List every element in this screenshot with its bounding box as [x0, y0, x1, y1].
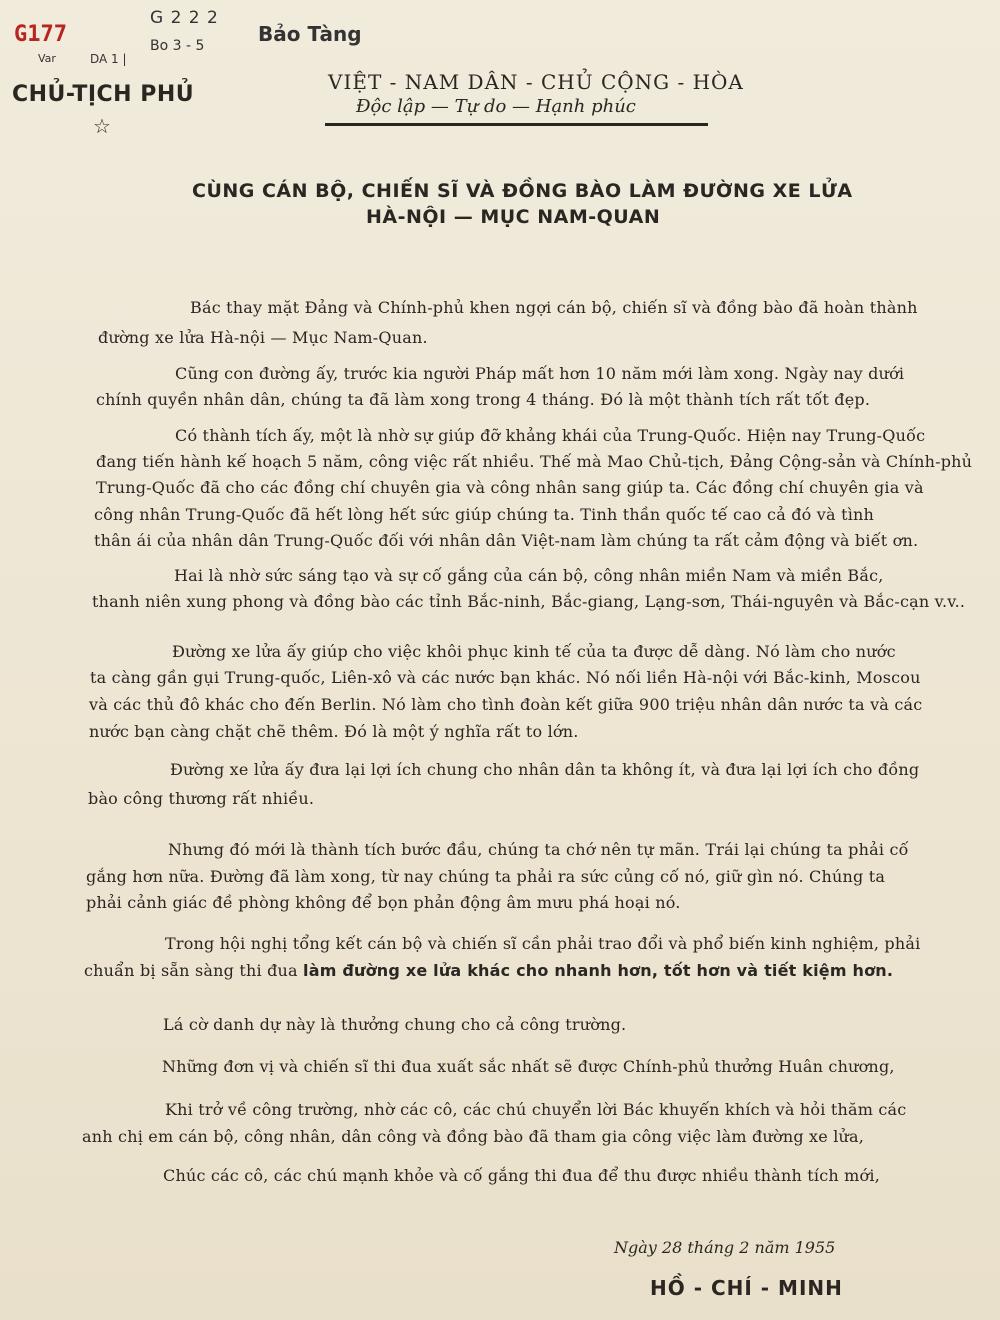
body-line: Khi trở về công trường, nhờ các cô, các chú chuyển lời Bác khuyến khích và hỏi thăm các — [165, 1100, 907, 1119]
handwritten-note: DA 1 | — [90, 52, 127, 66]
handwritten-note: Bảo Tàng — [258, 22, 362, 46]
body-line: Hai là nhờ sức sáng tạo và sự cố gắng của cán bộ, công nhân miền Nam và miền Bắc, — [174, 566, 884, 585]
body-line: đang tiến hành kế hoạch 5 năm, công việc rất nhiều. Thế mà Mao Chủ-tịch, Đảng Cộng-sản và Chính-phủ — [96, 452, 973, 471]
letter-title: HÀ-NỘI — MỤC NAM-QUAN — [366, 206, 661, 228]
body-line: thân ái của nhân dân Trung-Quốc đối với nhân dân Việt-nam làm chúng ta rất cảm động và biết ơn. — [94, 531, 919, 550]
body-line: đường xe lửa Hà-nội — Mục Nam-Quan. — [98, 328, 428, 347]
body-line — [84, 961, 893, 980]
letter-date: Ngày 28 tháng 2 năm 1955 — [614, 1238, 836, 1257]
signature-name: HỒ - CHÍ - MINH — [650, 1276, 843, 1300]
body-line: nước bạn càng chặt chẽ thêm. Đó là một ý nghĩa rất to lớn. — [89, 722, 579, 741]
body-line: ta càng gần gụi Trung-quốc, Liên-xô và các nước bạn khác. Nó nối liền Hà-nội với Bắc-kinh, Moscou — [90, 668, 921, 687]
header-divider — [325, 123, 708, 126]
body-line: chính quyền nhân dân, chúng ta đã làm xong trong 4 tháng. Đó là một thành tích rất tốt đẹp. — [96, 390, 871, 409]
letter-title: CÙNG CÁN BỘ, CHIẾN SĨ VÀ ĐỒNG BÀO LÀM ĐƯỜNG XE LỬA — [192, 180, 853, 202]
handwritten-note: G 2 2 2 — [150, 8, 219, 28]
issuing-office: CHỦ-TỊCH PHỦ — [12, 82, 195, 107]
body-line: Lá cờ danh dự này là thưởng chung cho cả công trường. — [163, 1015, 627, 1034]
body-line: Nhưng đó mới là thành tích bước đầu, chúng ta chớ nên tự mãn. Trái lại chúng ta phải cố — [168, 840, 909, 859]
body-line: thanh niên xung phong và đồng bào các tỉnh Bắc-ninh, Bắc-giang, Lạng-sơn, Thái-nguyên và Bắc-cạn v.v.. — [92, 592, 966, 611]
body-line: công nhân Trung-Quốc đã hết lòng hết sức giúp chúng ta. Tinh thần quốc tế cao cả đó và tình — [94, 505, 875, 524]
body-line: Đường xe lửa ấy đưa lại lợi ích chung cho nhân dân ta không ít, và đưa lại lợi ích cho đồng — [170, 760, 920, 779]
star-icon: ☆ — [93, 114, 111, 138]
handwritten-note: Var — [38, 52, 56, 65]
handwritten-note: Bo 3 - 5 — [150, 38, 205, 54]
archive-code-red: G177 — [14, 22, 67, 47]
body-line: phải cảnh giác đề phòng không để bọn phản động âm mưu phá hoại nó. — [86, 893, 681, 912]
nation-name: VIỆT - NAM DÂN - CHỦ CỘNG - HÒA — [328, 70, 744, 94]
body-line: Có thành tích ấy, một là nhờ sự giúp đỡ khảng khái của Trung-Quốc. Hiện nay Trung-Quốc — [175, 426, 926, 445]
body-line: và các thủ đô khác cho đến Berlin. Nó làm cho tình đoàn kết giữa 900 triệu nhân dân nước ta và các — [89, 695, 923, 714]
body-line: gắng hơn nữa. Đường đã làm xong, từ nay chúng ta phải ra sức củng cố nó, giữ gìn nó. Chúng ta — [86, 867, 886, 886]
body-line: Đường xe lửa ấy giúp cho việc khôi phục kinh tế của ta được dễ dàng. Nó làm cho nước — [172, 642, 896, 661]
national-motto: Độc lập — Tự do — Hạnh phúc — [356, 96, 636, 117]
body-line: Bác thay mặt Đảng và Chính-phủ khen ngợi cán bộ, chiến sĩ và đồng bào đã hoàn thành — [190, 298, 918, 317]
body-text: chuẩn bị sẵn sàng thi đua — [84, 961, 304, 980]
body-line: Trung-Quốc đã cho các đồng chí chuyên gia và công nhân sang giúp ta. Các đồng chí chuyên gia và — [96, 478, 924, 497]
body-line: Chúc các cô, các chú mạnh khỏe và cố gắng thi đua để thu được nhiều thành tích mới, — [163, 1166, 880, 1185]
body-line: Những đơn vị và chiến sĩ thi đua xuất sắc nhất sẽ được Chính-phủ thưởng Huân chương, — [162, 1057, 895, 1076]
body-line: anh chị em cán bộ, công nhân, dân công và đồng bào đã tham gia công việc làm đường xe lửa, — [82, 1127, 865, 1146]
body-line: Cũng con đường ấy, trước kia người Pháp mất hơn 10 năm mới làm xong. Ngày nay dưới — [175, 364, 905, 383]
emphasized-text: làm đường xe lửa khác cho nhanh hơn, tốt hơn và tiết kiệm hơn. — [303, 961, 894, 980]
body-line: Trong hội nghị tổng kết cán bộ và chiến sĩ cần phải trao đổi và phổ biến kinh nghiệm, phải — [165, 934, 921, 953]
body-line: bào công thương rất nhiều. — [88, 789, 315, 808]
